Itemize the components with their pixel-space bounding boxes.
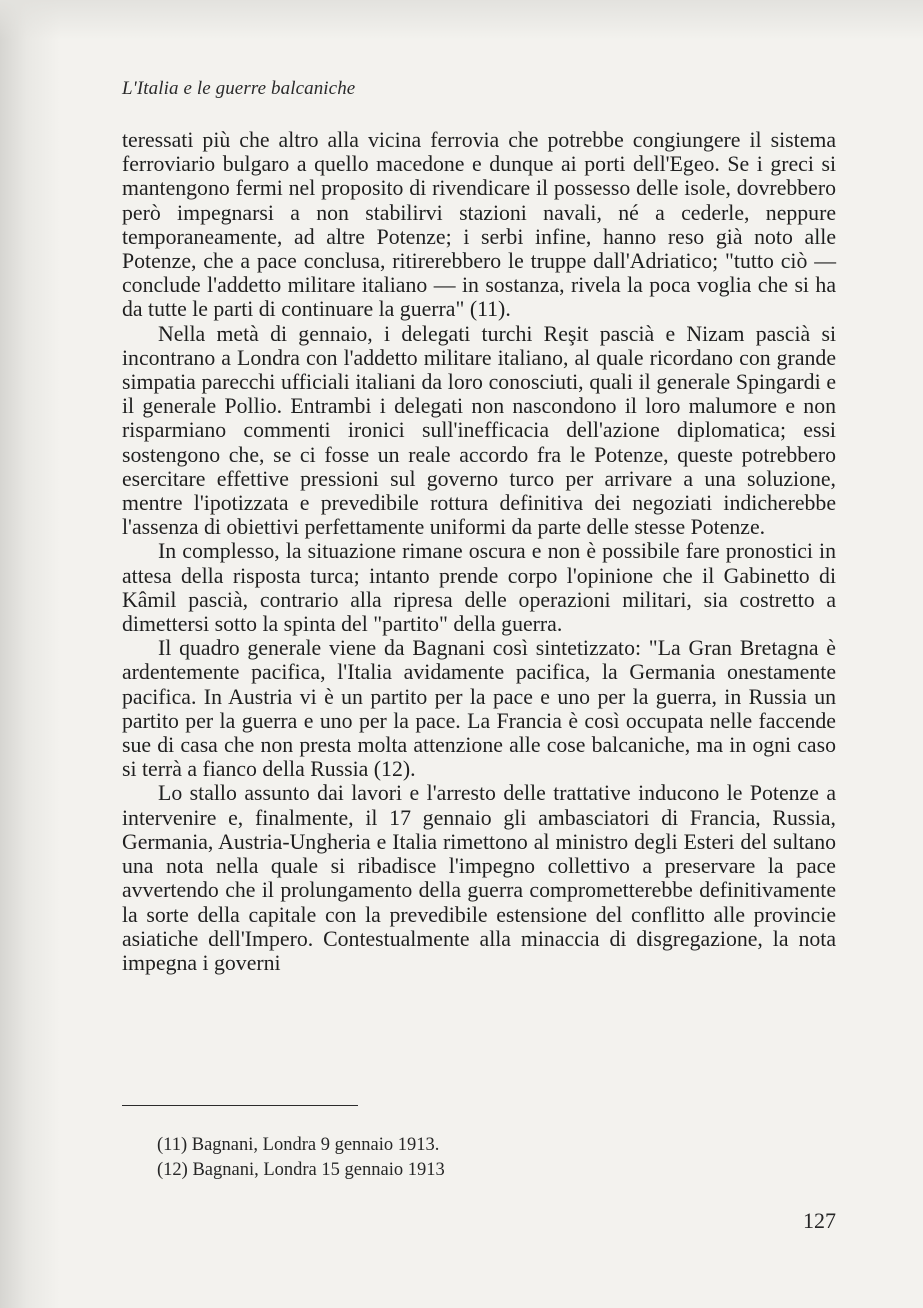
footnotes <box>157 1133 657 1183</box>
paragraph-5: Lo stallo assunto dai lavori e l'arresto delle trattative inducono le Potenze a intervenire e, finalmente, il 17 gennaio gli ambasciatori di Francia, Russia, Germania, Austria-Ungheria e Italia rimettono al ministro degli Esteri del sultano una nota nella quale si ribadisce l'impegno collettivo a preservare la pace avvertendo che il prolungamento della guerra comprometterebbe definitivamente la sorte della capitale con la prevedibile estensione del conflitto alle provincie asiatiche dell'Impero. Contestualmente alla minaccia di disgregazione, la nota impegna i governi <box>122 781 836 975</box>
paragraph-2: Nella metà di gennaio, i delegati turchi Reşit pascià e Nizam pascià si incontrano a Londra con l'addetto militare italiano, al quale ricordano con grande simpatia parecchi ufficiali italiani da loro conosciuti, quali il generale Spingardi e il generale Pollio. Entrambi i delegati non nascondono il loro malumore e non risparmiano commenti ironici sull'inefficacia dell'azione diplomatica; essi sostengono che, se ci fosse un reale accordo fra le Potenze, queste potrebbero esercitare effettive pressioni sul governo turco per arrivare a una soluzione, mentre l'ipotizzata e prevedibile rottura definitiva dei negoziati indicherebbe l'assenza di obiettivi perfettamente uniformi da parte delle stesse Potenze. <box>122 321 836 540</box>
page-number: 127 <box>803 1208 836 1233</box>
footnote-separator <box>122 1105 358 1106</box>
body-text <box>122 128 836 975</box>
footnote-12: (12) Bagnani, Londra 15 gennaio 1913 <box>157 1160 445 1180</box>
running-head: L'Italia e le guerre balcaniche <box>122 78 356 99</box>
page-top-shadow <box>0 0 923 40</box>
footnote-11: (11) Bagnani, Londra 9 gennaio 1913. <box>157 1135 440 1155</box>
paragraph-3: In complesso, la situazione rimane oscura e non è possibile fare pronostici in attesa della risposta turca; intanto prende corpo l'opinione che il Gabinetto di Kâmil pascià, contrario alla ripresa delle operazioni militari, sia costretto a dimettersi sotto la spinta del "partito" della guerra. <box>122 539 836 637</box>
page-gutter-shadow <box>0 0 60 1308</box>
paragraph-4: Il quadro generale viene da Bagnani così sintetizzato: "La Gran Bretagna è ardentemente pacifica, l'Italia avidamente pacifica, la Germania onestamente pacifica. In Austria vi è un partito per la pace e uno per la guerra, in Russia un partito per la guerra e uno per la pace. La Francia è così occupata nelle faccende sue di casa che non presta molta attenzione alle cose balcaniche, ma in ogni caso si terrà a fianco della Russia (12). <box>122 636 836 782</box>
paragraph-1: teressati più che altro alla vicina ferrovia che potrebbe congiungere il sistema ferroviario bulgaro a quello macedone e dunque ai porti dell'Egeo. Se i greci si mantengono fermi nel proposito di rivendicare il possesso delle isole, dovrebbero però impegnarsi a non stabilirvi stazioni navali, né a cederle, neppure temporaneamente, ad altre Potenze; i serbi infine, hanno reso già noto alle Potenze, che a pace conclusa, ritirerebbero le truppe dall'Adriatico; "tutto ciò — conclude l'addetto militare italiano — in sostanza, rivela la poca voglia che si ha da tutte le parti di continuare la guerra" (11). <box>122 128 836 322</box>
